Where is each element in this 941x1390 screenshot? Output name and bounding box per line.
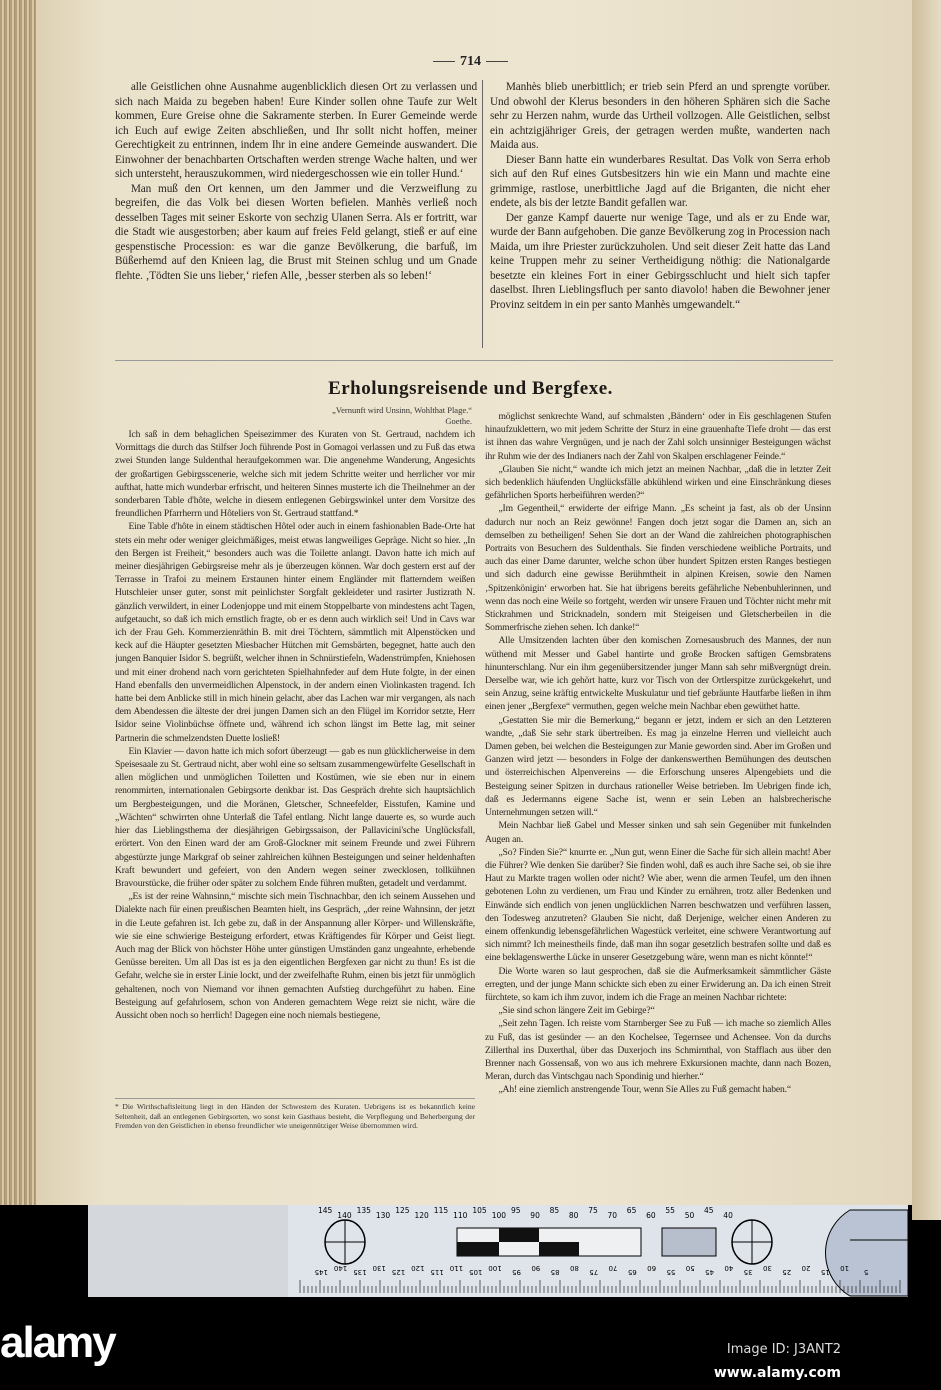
ruler-label: 140 bbox=[337, 1211, 352, 1220]
paragraph: Die Worte waren so laut gesprochen, daß sie die Aufmerksamkeit sämmtlicher Gäste erregten, und der junge Mann schickte sich eben zu einer Erwiderung an. Da ich einen Streit fürchtete, so kam ich ihm zuvor, indem ich die Frage an meinen Nachbar richtete: bbox=[485, 965, 831, 1003]
ruler-label: 100 bbox=[488, 1264, 502, 1272]
ruler-label: 75 bbox=[589, 1268, 599, 1276]
ruler-label: 100 bbox=[491, 1211, 507, 1220]
ruler-label: 145 bbox=[318, 1206, 333, 1215]
ruler-label: 135 bbox=[356, 1206, 371, 1215]
ruler-label: 85 bbox=[549, 1206, 560, 1215]
ruler-label: 130 bbox=[375, 1211, 391, 1220]
ruler-label: 125 bbox=[395, 1206, 410, 1215]
paragraph: Man muß den Ort kennen, um den Jammer und die Verzweiflung zu begreifen, die das Volk bei diesen Worten befielen. Manhès verließ noch desselben Tages mit seiner Eskorte von sechzig Ulanen Serra. Als er fortritt, war die Stadt wie ausgestorben; aber kaum auf freies Feld gelangt, stieß er auf eine gespenstische Procession: es war die ganze Bevölkerung, die barfuß, im Büßerhemd auf den Knieen lag, die Brust mit Steinen schlug und um Gnade flehte. ‚Tödten Sie uns lieber,‘ riefen Alle, ‚besser sterben als so leben!‘ bbox=[115, 182, 477, 282]
image-id: Image ID: J3ANT2 bbox=[726, 1342, 841, 1357]
ruler-label: 15 bbox=[820, 1268, 830, 1276]
epigraph bbox=[250, 405, 472, 427]
ruler-label: 80 bbox=[568, 1211, 579, 1220]
ruler-label: 5 bbox=[863, 1268, 869, 1276]
paragraph: Mein Nachbar ließ Gabel und Messer sinken und sah sein Gegenüber mit funkelnden Augen an. bbox=[485, 820, 831, 845]
paragraph: Manhès blieb unerbittlich; er trieb sein Pferd an und sprengte vorüber. Und obwohl der Klerus besonders in den höheren Sphären sich die Sache sehr zu Herzen nahm, wurde das Urtheil vollzogen. Alle Geistlichen, selbst ein achtzigjähriger Greis, der getragen werden mußte, wanderten nach Maida aus. bbox=[490, 81, 830, 151]
ruler-label: 115 bbox=[433, 1206, 449, 1215]
article-right-column bbox=[485, 410, 831, 1168]
epigraph-quote: „Vernunft wird Unsinn, Wohlthat Plage.“ bbox=[332, 405, 472, 415]
ruler-label: 135 bbox=[353, 1268, 367, 1276]
ruler-label: 130 bbox=[372, 1264, 386, 1272]
ruler-label: 60 bbox=[647, 1264, 657, 1272]
ruler-label: 50 bbox=[684, 1211, 695, 1220]
paragraph: „So? Finden Sie?“ knurrte er. „Nun gut, wenn Einer die Sache für sich allein macht! Aber die Führer? Wie denken Sie darüber? Sie finden wohl, daß es auch ihre Sache sei, ob sie ihre Haut zu Markte tragen wollen oder nicht? Wie aber, wenn die armen Teufel, um den ihnen gebotenen Lohn zu verdienen, um Frau und Kinder zu ernähren, trotz aller Bedenken und Einwände sich endlich von jenen unglücklichen Narren beschwatzen und verführen lassen, den Todesweg anzutreten? Glauben Sie nicht, daß Derjenige, welcher einen Anderen zu einem offenkundig lebensgefährlichen Wagestück verleitet, eine schwere Verantwortung auf sich nimmt? Ich meinestheils finde, daß man ihn sogar gesetzlich bestrafen sollte und daß es eine beklagenswerthe Lücke in unserer Gesetzgebung wäre, wenn man es nicht könnte!“ bbox=[485, 846, 831, 964]
paragraph: Ich saß in dem behaglichen Speisezimmer des Kuraten von St. Gertraud, nachdem ich Vormittags die durch das Stilfser Joch führende Post in Gomagoi verlassen und zu Fuß das etwa zwei Stunden lange Suldenthal heraufgekommen war. Die angenehme Wanderung, Angesichts der großartigen Gebirgsscenerie, welche sich mit jedem Schritte weiter und herrlicher vor mir aufthat, hatte mich wunderbar erfrischt, und heiteren Sinnes musterte ich die Theilnehmer an der sonderbaren Table d'hôte, welche in diesem entlegenen Gebirgswinkel unter dem Vorsitze des freundlichen Pfarrherrn und Hôteliers von St. Gertraud stattfand.* bbox=[115, 429, 475, 520]
ruler-label: 45 bbox=[704, 1206, 714, 1215]
ruler-label: 125 bbox=[391, 1268, 406, 1276]
ruler-label: 80 bbox=[569, 1264, 579, 1272]
ruler-label: 20 bbox=[801, 1264, 811, 1272]
ruler-label: 70 bbox=[608, 1264, 618, 1272]
paragraph: möglichst senkrechte Wand, auf schmalsten ‚Bändern‘ oder in Eis geschlagenen Stufen hinaufzuklettern, wo mit jedem Schritte der Sturz in eine grauenhafte Tiefe droht — das erst ist ihnen das wahre Vergnügen, und je nach der Zahl solch unsinniger Besteigungen wächst ihr Ruhm wie der des Indianers nach der Zahl von Skalpen erschlagener Feinde.“ bbox=[485, 411, 831, 462]
footnote: * Die Wirthschaftsleitung liegt in den Händen der Schwestern des Kuraten. Uebrigens ist es bekanntlich keine Seltenheit, daß an entlegenen Gebirgsorten, wo sonst kein Gasthaus besteht, die Verpflegung und Beherbergung der Fremden von den Geistlichen in ebenso freundlicher wie uneigennütziger Weise übernommen wird. bbox=[115, 1098, 475, 1131]
ruler-label: 95 bbox=[512, 1268, 521, 1276]
top-right-column bbox=[490, 80, 830, 348]
page-number bbox=[0, 54, 941, 70]
alamy-logo: alamy bbox=[0, 1318, 115, 1367]
crosshair-target-icon bbox=[325, 1220, 365, 1264]
ruler-label: 145 bbox=[314, 1268, 328, 1276]
ruler-label: 65 bbox=[627, 1268, 637, 1276]
ruler-label: 65 bbox=[626, 1206, 637, 1215]
paragraph: Eine Table d'hôte in einem städtischen Hôtel oder auch in einem fashionablen Bade-Orte hat stets ein mehr oder weniger gleichmäßiges, meist etwas langweiliges Gepräge. Nicht so hier. „In den Bergen ist Freiheit,“ besonders auch was die Toilette anlangt. Davon hatte ich mich auf meiner diesjährigen Gebirgsreise mehr als je überzeugen können. War doch gestern erst auf der Terrasse in Trafoi zu meinem Erstaunen hinter einem Engländer mit flatterndem weißen Hutschleier unser guter, sonst mit peinlichster Sorgfalt gekleideter und rasirter Justizrath N. gänzlich verwildert, in einer Lodenjoppe und mit einem Stoppelbarte von mindestens acht Tagen, aufgetaucht, so daß ich mich ernstlich fragte, ob er es denn auch wirklich sei! Und in Cavs war ich der Frau Geh. Kommerzienräthin B. mit drei Töchtern, sämmtlich mit Alpenstöcken und keck auf die Häupter gesetzten Miesbacher Hütchen mit Gemsbärten, begegnet, hatte auch den jungen Banquier Isidor S. begrüßt, welcher ihnen in Schnürstiefeln, Wadenstrümpfen, Kniehosen und mit einer drohend nach vorn gerichteten Spielhahnfeder auf dem Hute folgte, in der einen Hand ebenfalls den unvermeidlichen Alpenstock, in der andern einen Violinkasten tragend. Ich hatte bei dem Anblicke still in mich hinein gelacht, aber das Lachen war mir vergangen, als nach dem Abendessen die älteste der drei jungen Damen sich an den Flügel im Korridor setzte, Herr Isidor seine Violinbüchse öffnete und, während ich schon längst im Bette lag, mit seiner Partnerin die schmelzendsten Duette losließ! bbox=[115, 521, 475, 744]
ruler-label: 70 bbox=[607, 1211, 618, 1220]
ruler-label: 55 bbox=[666, 1268, 676, 1276]
ruler-label: 75 bbox=[588, 1206, 598, 1215]
ruler-label: 25 bbox=[782, 1268, 792, 1276]
ruler-label: 115 bbox=[430, 1268, 444, 1276]
ruler-label: 90 bbox=[530, 1211, 540, 1220]
ruler-label: 60 bbox=[646, 1211, 656, 1220]
book-page-stack-edge bbox=[0, 0, 40, 1205]
paragraph: „Glauben Sie nicht,“ wandte ich mich jetzt an meinen Nachbar, „daß die in letzter Zeit sich bedenklich häufenden Unglücksfälle abkühlend wirken und eine Einschränkung dieses gefährlichen Sports herbeiführen werden?“ bbox=[485, 463, 831, 502]
ruler-label: 95 bbox=[511, 1206, 521, 1215]
ruler-label: 10 bbox=[840, 1264, 850, 1272]
ruler-label: 110 bbox=[453, 1211, 468, 1220]
paragraph: Alle Umsitzenden lachten über den komischen Zornesausbruch des Mannes, der nun wüthend mit Messer und Gabel hantirte und große Brocken saftigen Gemsbratens hinunterschlang. Nur ein ihm gegenübersitzender junger Mann sah sehr mißvergnügt drein. Derselbe war, wie ich gehört hatte, kurz vor Tisch von der Ortlerspitze zurückgekehrt, und sein Anzug, seine kräftig entwickelte Muskulatur und tief gebräunte Hautfarbe ließen in ihm einen jener „Bergfexe“ vermuthen, gegen welche mein Nachbar eben gewüthet hatte. bbox=[485, 635, 831, 713]
paragraph: „Seit zehn Tagen. Ich reiste vom Starnberger See zu Fuß — ich mache so ziemlich Alles zu Fuß, das ist gesünder — an den Kochelsee, Tegernsee und Achensee. Von da durchs Zillerthal ins Duxerthal, über das Duxerjoch ins Schmirnthal, von Stafflach aus über den Brenner nach Gossensaß, von wo aus ich mehrere Exkursionen machte, dann nach Bozen, Meran, durch das Vintschgau nach Spondinig und hierher.“ bbox=[485, 1018, 831, 1083]
ruler-label: 50 bbox=[685, 1264, 695, 1272]
ruler-label: 140 bbox=[333, 1264, 348, 1272]
paragraph: „Es ist der reine Wahnsinn,“ mischte sich mein Tischnachbar, den ich seinem Aussehen und Dialekte nach für einen preußischen Beamten hielt, ins Gespräch, „der reine Wahnsinn, der jetzt in die Leute gefahren ist. Ich gebe zu, daß in der Anspannung aller Körper- und Willenskräfte, wie sie eine schwierige Besteigung erfordert, etwas Kräftigendes für Körper und Geist liegt. Auch mag der Blick von höchster Höhe unter günstigen Umständen ganz ungeahnte, erhebende Genüsse bereiten. Um all Das ist es ja den eigentlichen Bergfexen gar nicht zu thun! Es ist die Gefahr, welche sie in erster Linie lockt, und der zweifelhafte Ruhm, einen bis jetzt für unmöglich gehaltenen, noch von Niemand vor ihnen gemachten Aufstieg durchgeführt zu haben. Eine Besteigung auf gefahrlosem, schon von Anderen gemachtem Wege reizt sie nicht, wäre die Aussicht oben noch so herrlich! Dagegen eine noch niemals bestiegene, bbox=[115, 891, 475, 1021]
color-checker-blocks bbox=[457, 1228, 716, 1256]
paragraph: alle Geistlichen ohne Ausnahme augenblicklich diesen Ort zu verlassen und sich nach Maida zu begeben haben! Eure Kinder sollen ohne Taufe zur Welt kommen, Eure Greise ohne die Sakramente sterben. In Eurer Gemeinde werde ich Euch auf ewige Zeiten abschließen, und Ihr sollt nicht hoffen, meiner Gerechtigkeit zu entrinnen, indem Ihr in eine andere Gemeinde auswandert. Die Einwohner der benachbarten Ortschaften werden strenge Wache halten, und wer sich untersteht, herauszukommen, wird niedergeschossen wie ein toller Hund.‘ bbox=[115, 81, 477, 180]
ruler-label: 85 bbox=[550, 1268, 560, 1276]
paragraph: „Gestatten Sie mir die Bemerkung,“ begann er jetzt, indem er sich an den Letzteren wandte, „daß Sie sehr stark übertreiben. Es mag ja einzelne Herren und vielleicht auch Damen geben, bei welchen die Besteigungen zur Manie geworden sind. Aber im Großen und Ganzen wird jetzt — besonders in Folge der dankenswerthen Bemühungen des deutschen und österreichischen Alpenvereins — die Erforschung unseres Alpengebiets und die Besteigung seiner Spitzen in durchaus rationeller Weise betrieben. Im Uebrigen finde ich, daß es Jedermanns eigene Sache ist, wenn er sein Leben an halsbrecherische Unternehmungen setzen will.“ bbox=[485, 714, 831, 819]
ruler-label: 30 bbox=[762, 1264, 772, 1272]
book-right-edge bbox=[912, 0, 941, 1220]
ruler-label: 120 bbox=[414, 1211, 429, 1220]
ruler-label: 35 bbox=[743, 1268, 753, 1276]
epigraph-author: Goethe. bbox=[445, 416, 472, 426]
paragraph: Ein Klavier — davon hatte ich mich sofort überzeugt — gab es nun glücklicherweise in dem Speisesaale zu St. Gertraud nicht, aber wohl eine so seltsam zusammengewürfelte Gesellschaft in allen möglichen und unmöglichen Toiletten und Kostümen, wie sie eben nur in einem renommirten, internationalen Gebirgsorte denkbar ist. Das Gespräch drehte sich hauptsächlich um Bergbesteigungen, und die Moränen, Gletscher, Schneefelder, Eisstufen, Kamine und „Wächten“ schwirrten ohne Unterlaß die Tafel entlang. Nicht lange dauerte es, so wurde auch hier das Lieblingsthema der diesjährigen Gebirgssaison, der Pallavicini'sche Unglücksfall, erörtert. Von den Einen ward der am Groß-Glockner mit seinem Freunde und zwei Führern abgestürzte junge Markgraf ob seiner zahlreichen kühnen Besteigungen und seiner heldenhaften Kraft bewundert und gefeiert, von den Andern wegen seiner zwecklosen, tollkühnen Bravourstücke, die früher oder später zu solchem Ende führen mußten, getadelt und verdammt. bbox=[115, 745, 475, 889]
footer-url: www.alamy.com bbox=[713, 1365, 841, 1381]
paragraph: „Ah! eine ziemlich anstrengende Tour, wenn Sie Alles zu Fuß gemacht haben.“ bbox=[498, 1084, 791, 1096]
ruler-label: 120 bbox=[411, 1264, 425, 1272]
paragraph: Der ganze Kampf dauerte nur wenige Tage, und als er zu Ende war, wurde der Bann aufgehoben. Die ganze Bevölkerung zog in Procession nach Maida, um ihre Priester zurückzuholen. Und seit dieser Zeit hatte das Land keine Truppen mehr zu seiner Vertheidigung nöthig: die Nationalgarde besetzte ein kleines Fort in einer Gebirgsschlucht und hielt sich tapfer daselbst. Ihren Lieblingsfluch per santo diavolo! haben die Bewohner jener Provinz seitdem in ein per santo Manhès umgewandelt.“ bbox=[490, 211, 830, 311]
measurement-ruler bbox=[0, 1200, 941, 1300]
section-divider bbox=[115, 360, 833, 361]
top-left-column bbox=[115, 80, 477, 348]
ruler-label: 40 bbox=[724, 1264, 734, 1272]
article-title: Erholungsreisende und Bergfexe. bbox=[328, 378, 613, 399]
ruler-label: 55 bbox=[665, 1206, 675, 1215]
page-number-text: 714 bbox=[460, 54, 481, 69]
paragraph: Dieser Bann hatte ein wunderbares Resultat. Das Volk von Serra erhob sich auf den Ruf eines Gutsbesitzers hin wie ein Mann und machte eine grimmige, rastlose, unerbittliche Jagd auf die Briganten, die nicht eher endete, als bis der letzte Bandit gefallen war. bbox=[490, 153, 830, 209]
ruler-label: 90 bbox=[531, 1264, 541, 1272]
crosshair-target-icon bbox=[732, 1220, 772, 1264]
ruler-label: 105 bbox=[472, 1206, 487, 1215]
ruler-label: 105 bbox=[469, 1268, 483, 1276]
ruler-label: 40 bbox=[723, 1211, 733, 1220]
ruler-label: 110 bbox=[449, 1264, 464, 1272]
article-left-column bbox=[115, 428, 475, 1096]
paragraph: „Sie sind schon längere Zeit im Gebirge?“ bbox=[498, 1005, 655, 1017]
ruler-label: 45 bbox=[705, 1268, 714, 1276]
column-rule bbox=[482, 80, 483, 348]
paragraph: „Im Gegentheil,“ erwiderte der eifrige Mann. „Es scheint ja fast, als ob der Unsinn dadurch nur noch an Reiz gewönne! Fangen doch jetzt sogar die Damen an, sich an demselben zu betheiligen! Sehen Sie dort an der Wand die zahlreichen photographischen Portraits von Besuchern des Suldenthals. Sie finden verschiedene weibliche Portraits, und auch das einer Dame darunter, welche schon über hundert Spitzen ersten Ranges bestiegen und sich dadurch eine gewisse Berühmtheit in alpinen Kreisen, sowie den Namen ‚Spitzenkönigin‘ erworben hat. Sie hat übrigens bereits gefährliche Nebenbuhlerinnen, und wenn das noch eine Weile so fortgeht, werden wir unsere Frauen und Töchter nicht mehr mit Stickrahmen und Stricknadeln, sondern mit Steigeisen und Gletscherbeilen in die Sommerfrische ziehen sehen. Ich danke!“ bbox=[485, 503, 831, 634]
